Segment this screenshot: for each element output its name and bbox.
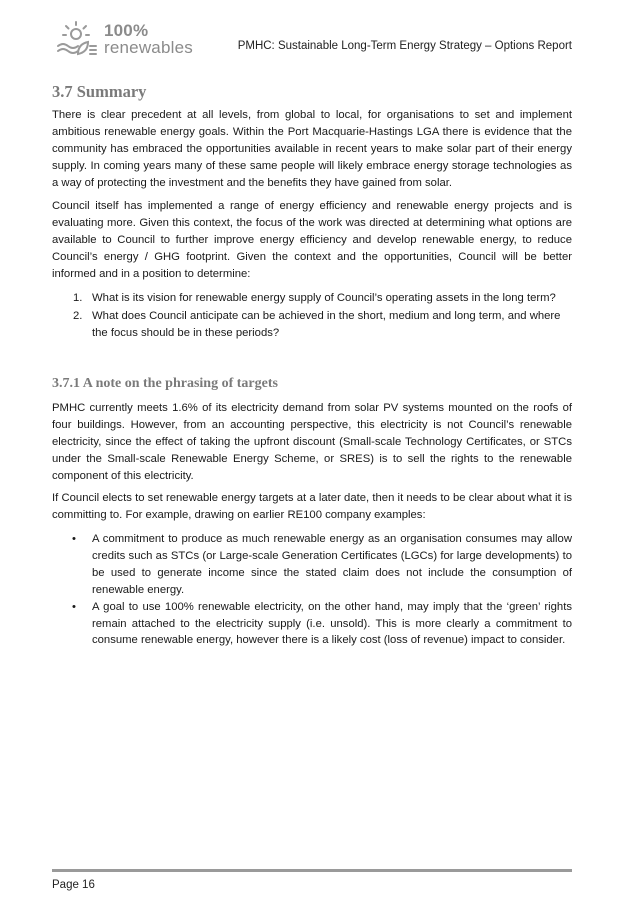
page-header [52,18,572,62]
targets-paragraph-2: If Council elects to set renewable energy targets at a later date, then it needs to be clear about what it is committing to. For example, drawing on earlier RE100 company examples: [52,492,572,521]
logo [52,18,202,62]
bullet-marker: • [72,533,76,545]
list-item [52,308,572,342]
logo-text-top: 100% [104,21,149,40]
page-number: Page 16 [52,879,95,891]
examples-bullet-list [52,531,572,649]
logo-text-bottom: renewables [104,38,193,57]
subsection-heading: 3.7.1 A note on the phrasing of targets [52,376,278,391]
bullet-item [52,531,572,599]
list-item-text: What does Council anticipate can be achieved in the short, medium and long term, and where the focus should be in these periods? [92,309,561,339]
bullet-marker: • [72,600,76,613]
report-title: PMHC: Sustainable Long-Term Energy Strategy – Options Report [237,40,572,52]
footer-rule [52,869,572,872]
bullet-text: A goal to use 100% renewable electricity, on the other hand, may imply that the ‘green’ rights remain attached to the electricity supply (i.e. unsold). This is more clearly a commitment to consume renewable energy, however there is a likely cost (loss of revenue) impact to consider. [92,600,572,647]
bullet-item [52,599,572,650]
targets-paragraph-1: PMHC currently meets 1.6% of its electricity demand from solar PV systems mounted on the roofs of four buildings. However, from an accounting perspective, this electricity is not Council’s renewable electricity, since the effect of taking the upfront discount (Small-scale Technology Certificates, or STCs under the Small-scale Renewable Energy Scheme, or SRES) is to sell the rights to the renewable component of this electricity. [52,402,572,482]
determination-list [52,290,572,343]
summary-paragraph-2: Council itself has implemented a range of energy efficiency and renewable energy projects and is evaluating more. Given this context, the focus of the work was directed at determining what options are available to Council to further improve energy efficiency and develop renewable energy, to reduce Council’s energy / GHG footprint. Given the context and the opportunities, Council will be better informed and in a position to determine: [52,200,572,280]
list-number: 2. [73,309,83,322]
list-number: 1. [73,292,83,304]
list-item [52,290,572,307]
summary-paragraph-1: There is clear precedent at all levels, from global to local, for organisations to set and implement ambitious renewable energy goals. Within the Port Macquarie-Hastings LGA there is evidence that the community has embraced the opportunities available in recent years to make solar part of their energy supply. In coming years many of these same people will likely embrace energy storage technologies as a way of protecting the investment and the benefits they have gained from solar. [52,109,572,189]
section-heading: 3.7 Summary [52,82,147,101]
list-item-text: What is its vision for renewable energy supply of Council’s operating assets in the long term? [92,292,556,304]
bullet-text: A commitment to produce as much renewable energy as an organisation consumes may allow credits such as STCs (or Large-scale Generation Certificates (LGCs) for large developments) to be used to generate income since the stated claim does not include the consumption of renewable energy. [92,533,572,596]
sun-leaf-logo-icon [52,20,100,60]
